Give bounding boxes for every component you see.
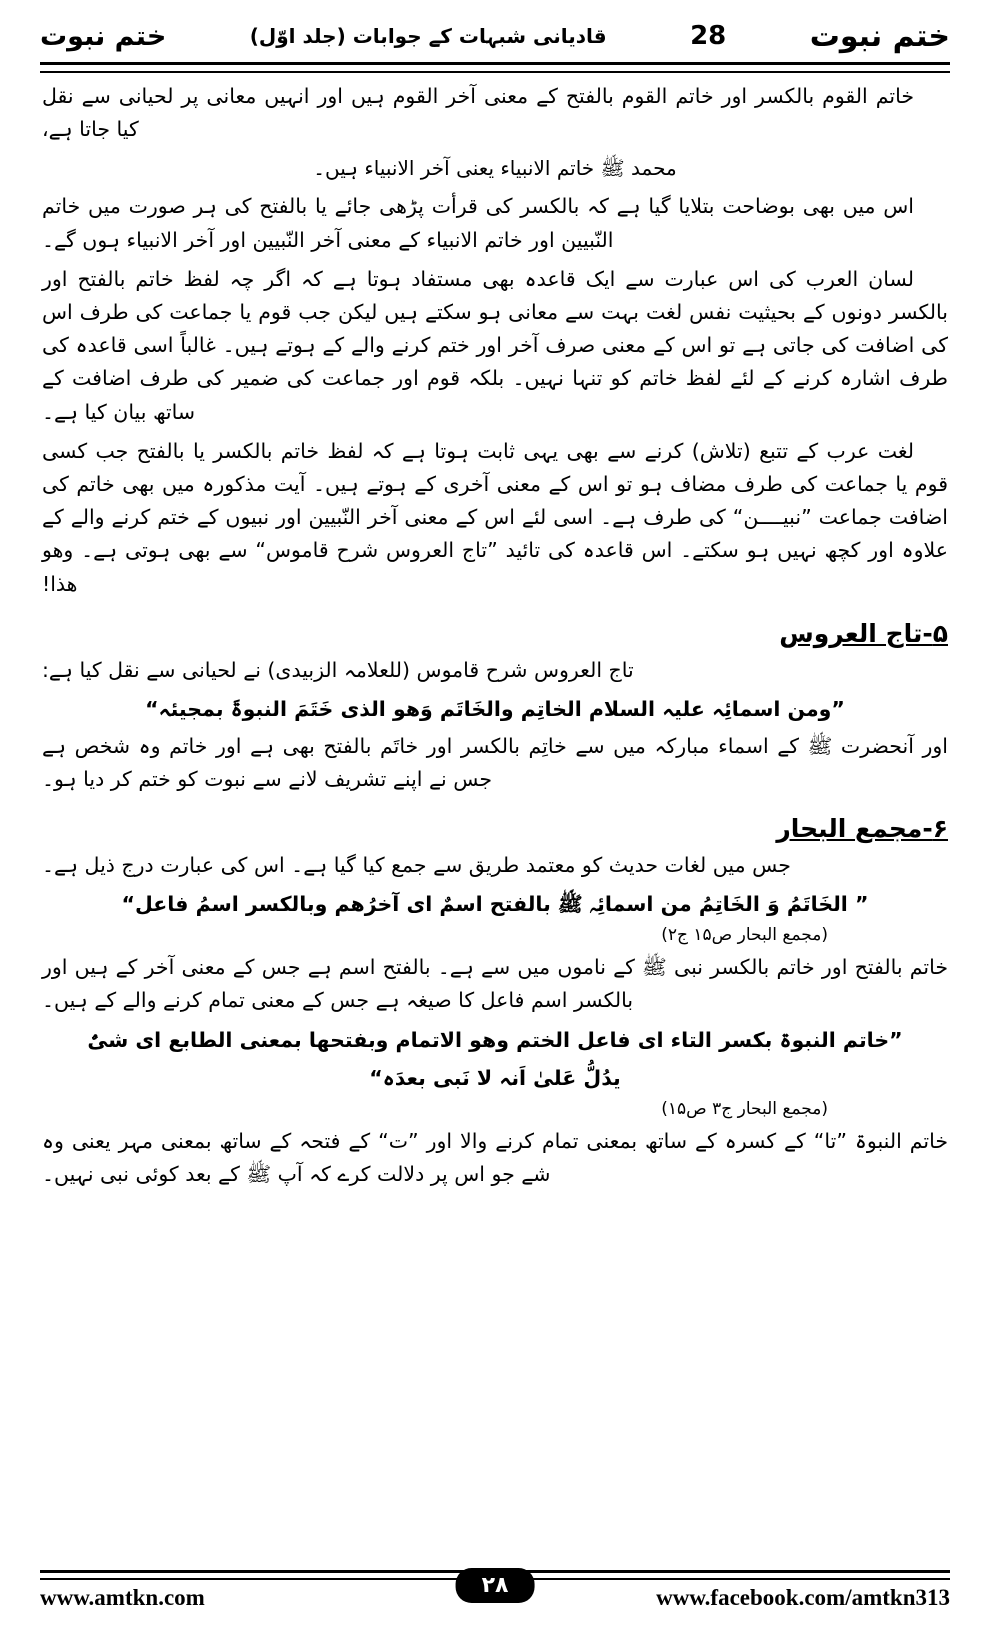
paragraph-1: خاتم القوم بالکسر اور خاتم القوم بالفتح کے معنی آخر القوم ہیں اور انہیں معانی پر لحیانی سے نقل کیا جاتا ہے، [42, 84, 914, 142]
header-book-title-right: ختم نبوت [40, 20, 167, 52]
footer-page-badge: ۲۸ [456, 1568, 535, 1603]
section6-explanation-2: خاتم النبوۃ ”تا“ کے کسرہ کے ساتھ بمعنی تمام کرنے والا اور ”ت“ کے فتحہ کے ساتھ بمعنی مہر یعنی وہ شے جو اس پر دلالت کرے کہ آپ ﷺ کے بعد کوئی نبی نہیں۔ [42, 1129, 948, 1187]
footer-facebook-link[interactable]: www.facebook.com/amtkn313 [656, 1585, 950, 1610]
section6-explanation-1: خاتم بالفتح اور خاتم بالکسر نبی ﷺ کے ناموں میں سے ہے۔ بالفتح اسم ہے جس کے معنی آخر کے ہیں اور بالکسر اسم فاعل کا صیغہ ہے جس کے معنی تمام کرنے والے کے ہیں۔ [42, 955, 948, 1013]
page-header [40, 10, 950, 62]
section5-explanation: اور آنحضرت ﷺ کے اسماء مبارکہ میں سے خاتِم بالکسر اور خاتَم بالفتح بھی ہے اور خاتم وہ شخص ہے جس نے اپنے تشریف لانے سے نبوت کو ختم کر دیا ہو۔ [42, 733, 948, 792]
paragraph-4: لسان العرب کی اس عبارت سے ایک قاعدہ بھی مستفاد ہوتا ہے کہ اگر چہ لفظ خاتم بالفتح اور بالکسر دونوں کے بحیثیت نفس لغت بہت سے معانی ہو سکتے ہیں لیکن جب قوم یا جماعت کی طرف اس کی اضافت کی جاتی ہے تو اس کے معنی صرف آخر اور ختم کرنے والے کے ہوتے ہیں۔ غالباً اسی قاعدہ کی طرف اشارہ کرنے کے لئے لفظ خاتم کو تنہا نہیں۔ بلکہ قوم اور جماعت کی ضمیر کی طرف اضافت کے ساتھ بیان کیا ہے۔ [42, 266, 948, 424]
header-volume-title: قادیانی شبہات کے جوابات (جلد اوّل) [249, 24, 607, 48]
header-page-number: 28 [690, 21, 727, 51]
section-heading-6: ۶-مجمع البحار [776, 814, 948, 844]
section5-intro: تاج العروس شرح قاموس (للعلامہ الزبیدی) نے لحیانی سے نقل کیا ہے: [42, 657, 634, 682]
section5-arabic-quote: ”ومن اسمائِہ علیہ السلام الخاتِم والخَاتَم وَھو الذی خَتَمَ النبوۃَ بمجیئہ“ [145, 697, 845, 722]
section6-intro: جس میں لغات حدیث کو معتمد طریق سے جمع کیا گیا ہے۔ اس کی عبارت درج ذیل ہے۔ [42, 853, 791, 878]
page-content [42, 80, 948, 1530]
section-heading-5: ۵-تاج العروس [779, 618, 948, 648]
section6-arabic-quote-1: ” الخَاتَمُ وَ الخَاتِمُ من اسمائِہ ﷺ بالفتح اسمٌ ای آخرُھم وبالکسر اسمُ فاعل“ [121, 892, 869, 917]
section6-reference-1: (مجمع البحار ص۱۵ ج۲) [661, 925, 828, 946]
footer-website-link[interactable]: www.amtkn.com [40, 1585, 205, 1610]
section6-reference-2: (مجمع البحار ج۳ ص۱۵) [661, 1099, 828, 1120]
header-book-title-left: ختم نبوت [809, 18, 950, 54]
section6-arabic-quote-3: یدُلُّ عَلیٰ اَنہ لا نَبی بعدَہ“ [369, 1066, 621, 1091]
paragraph-3: اس میں بھی بوضاحت بتلایا گیا ہے کہ بالکسر کی قرأت پڑھی جائے یا بالفتح کی ہر صورت میں خاتم النّبیین اور خاتم الانبیاء کے معنی آخر النّبیین اور آخر الانبیاء ہوں گے۔ [42, 194, 914, 252]
paragraph-2-centered: محمد ﷺ خاتم الانبیاء یعنی آخر الانبیاء ہیں۔ [313, 156, 677, 181]
section6-arabic-quote-2: ”خاتم النبوۃ بکسر التاء ای فاعل الختم وھو الاتمام وبفتحھا بمعنی الطابع ای شیٌٔ [87, 1027, 903, 1052]
paragraph-5: لغت عرب کے تتبع (تلاش) کرنے سے بھی یہی ثابت ہوتا ہے کہ لفظ خاتم بالکسر یا بالفتح جب کسی قوم یا جماعت کی طرف مضاف ہو تو اس کے معنی آخری کے ہوتے ہیں۔ آیت مذکورہ میں بھی خاتم کی اضافت جماعت ”نبیــــن“ کی طرف ہے۔ اسی لئے اس کے معنی آخر النّبیین اور نبیوں کے ختم کرنے والے کے علاوہ اور کچھ نہیں ہو سکتے۔ اس قاعدہ کی تائید ”تاج العروس شرح قاموس“ سے بھی ہوتی ہے۔ وھو ھذا! [42, 438, 948, 596]
page-footer [40, 1570, 950, 1622]
header-divider [40, 62, 950, 73]
